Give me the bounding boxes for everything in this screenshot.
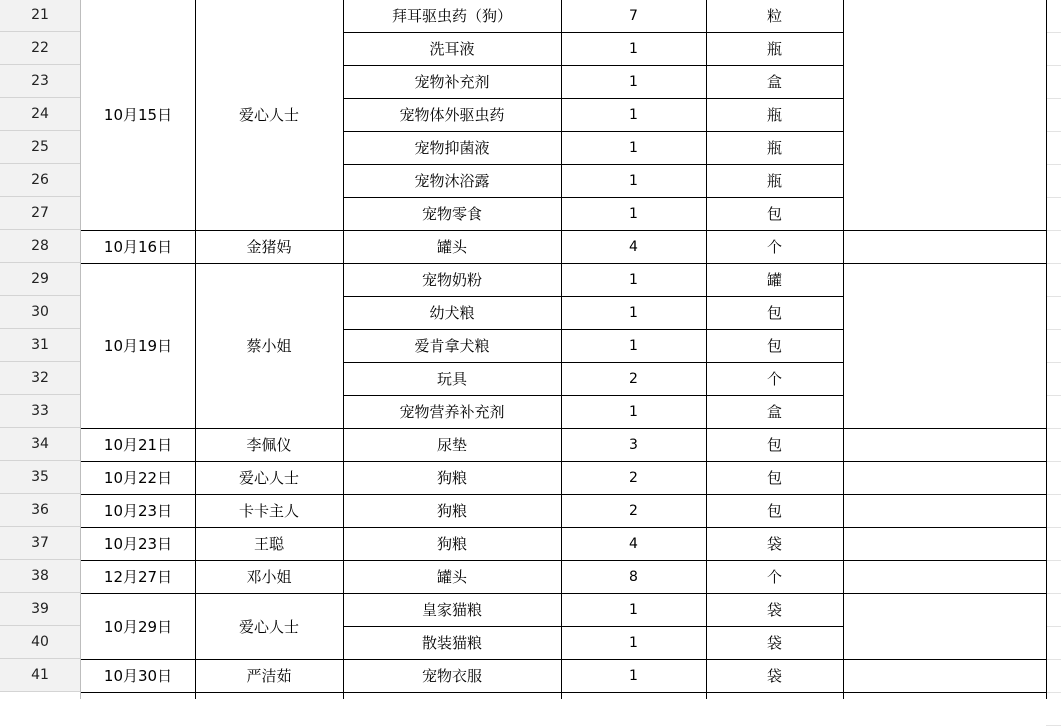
unit-cell[interactable]: 袋 <box>766 667 782 685</box>
item-cell[interactable]: 罐头 <box>436 568 467 586</box>
quantity-cell[interactable]: 4 <box>629 238 638 255</box>
unit-cell[interactable]: 盒 <box>766 403 782 421</box>
empty-cell[interactable] <box>843 428 1046 461</box>
column-border <box>1046 0 1047 699</box>
item-cell[interactable]: 宠物奶粉 <box>421 271 482 289</box>
cell-border <box>843 494 1046 495</box>
empty-cell[interactable] <box>843 164 1046 197</box>
date-cell[interactable]: 12月27日 <box>103 568 173 586</box>
row-header[interactable]: 36 <box>0 494 80 527</box>
row-header[interactable]: 28 <box>0 230 80 263</box>
quantity-cell[interactable]: 7 <box>629 7 638 24</box>
quantity-cell[interactable]: 1 <box>629 634 638 651</box>
row-header[interactable]: 33 <box>0 395 80 428</box>
empty-cell[interactable] <box>843 395 1046 428</box>
item-cell[interactable]: 皇家猫粮 <box>421 601 482 619</box>
row-header[interactable]: 29 <box>0 263 80 296</box>
empty-cell[interactable] <box>843 560 1046 593</box>
quantity-cell[interactable]: 1 <box>629 40 638 57</box>
gridline <box>1046 395 1061 396</box>
date-cell[interactable]: 10月22日 <box>103 469 173 487</box>
gridline <box>1046 626 1061 627</box>
cell-border <box>843 527 1046 528</box>
empty-cell[interactable] <box>843 230 1046 263</box>
cell-border <box>843 692 1046 693</box>
quantity-cell[interactable]: 1 <box>629 205 638 222</box>
empty-cell[interactable] <box>843 131 1046 164</box>
cell-border <box>843 461 1046 462</box>
quantity-cell[interactable]: 1 <box>629 172 638 189</box>
quantity-cell[interactable]: 1 <box>629 73 638 90</box>
column-border <box>343 0 344 699</box>
unit-cell[interactable]: 个 <box>766 238 782 256</box>
unit-cell[interactable]: 包 <box>766 337 782 355</box>
item-cell[interactable]: 拜耳驱虫药（狗） <box>391 7 512 25</box>
item-cell[interactable]: 散装猫粮 <box>421 634 482 652</box>
gridline <box>1046 527 1061 528</box>
gridline <box>1046 560 1061 561</box>
unit-cell[interactable]: 包 <box>766 469 782 487</box>
item-cell[interactable]: 狗粮 <box>436 502 467 520</box>
row-header[interactable]: 39 <box>0 593 80 626</box>
empty-cell[interactable] <box>843 593 1046 626</box>
gridline <box>1046 197 1061 198</box>
gridline <box>1046 329 1061 330</box>
column-border <box>843 0 844 699</box>
item-cell[interactable]: 宠物衣服 <box>421 667 482 685</box>
unit-cell[interactable]: 袋 <box>766 535 782 553</box>
unit-cell[interactable]: 瓶 <box>766 106 782 124</box>
cell-border <box>343 692 843 693</box>
empty-cell[interactable] <box>843 626 1046 659</box>
row-header[interactable]: 24 <box>0 98 80 131</box>
donor-cell[interactable]: 卡卡主人 <box>238 502 299 520</box>
quantity-cell[interactable]: 1 <box>629 304 638 321</box>
empty-cell[interactable] <box>843 659 1046 692</box>
item-cell[interactable]: 宠物沐浴露 <box>414 172 490 190</box>
cell-border <box>81 692 343 693</box>
empty-cell[interactable] <box>843 461 1046 494</box>
empty-cell[interactable] <box>843 494 1046 527</box>
quantity-cell[interactable]: 1 <box>629 271 638 288</box>
empty-cell[interactable] <box>843 527 1046 560</box>
item-cell[interactable]: 宠物体外驱虫药 <box>399 106 505 124</box>
empty-cell[interactable] <box>843 329 1046 362</box>
gridline <box>1046 659 1061 660</box>
quantity-cell[interactable]: 1 <box>629 403 638 420</box>
row-header[interactable]: 25 <box>0 131 80 164</box>
unit-cell[interactable]: 包 <box>766 436 782 454</box>
gridline <box>1046 593 1061 594</box>
unit-cell[interactable]: 瓶 <box>766 139 782 157</box>
empty-cell[interactable] <box>843 296 1046 329</box>
donor-cell[interactable]: 邓小姐 <box>246 568 292 586</box>
quantity-cell[interactable]: 1 <box>629 337 638 354</box>
row-header[interactable]: 41 <box>0 659 80 692</box>
cell-border <box>843 230 1046 231</box>
item-cell[interactable]: 罐头 <box>436 238 467 256</box>
empty-cell[interactable] <box>843 0 1046 32</box>
unit-cell[interactable]: 盒 <box>766 73 782 91</box>
date-cell[interactable]: 10月16日 <box>103 238 173 256</box>
item-cell[interactable]: 狗粮 <box>436 535 467 553</box>
item-cell[interactable]: 宠物零食 <box>421 205 482 223</box>
date-cell[interactable]: 10月30日 <box>103 667 173 685</box>
unit-cell[interactable]: 个 <box>766 568 782 586</box>
unit-cell[interactable]: 粒 <box>766 7 782 25</box>
gridline <box>1046 296 1061 297</box>
gridline <box>1046 428 1061 429</box>
gridline <box>1046 164 1061 165</box>
row-header[interactable]: 38 <box>0 560 80 593</box>
row-header[interactable]: 26 <box>0 164 80 197</box>
column-border <box>706 0 707 699</box>
unit-cell[interactable]: 袋 <box>766 634 782 652</box>
item-cell[interactable]: 宠物补充剂 <box>414 73 490 91</box>
row-header[interactable]: 31 <box>0 329 80 362</box>
gridline <box>1046 692 1061 693</box>
quantity-cell[interactable]: 1 <box>629 601 638 618</box>
item-cell[interactable]: 尿垫 <box>436 436 467 454</box>
donor-cell[interactable]: 王聪 <box>253 535 284 553</box>
empty-cell[interactable] <box>843 362 1046 395</box>
unit-cell[interactable]: 瓶 <box>766 40 782 58</box>
row-header[interactable]: 34 <box>0 428 80 461</box>
quantity-cell[interactable]: 8 <box>629 568 638 585</box>
quantity-cell[interactable]: 4 <box>629 535 638 552</box>
donor-cell[interactable]: 严洁茹 <box>246 667 292 685</box>
cell-border <box>843 593 1046 594</box>
donor-cell[interactable]: 李佩仪 <box>246 436 292 454</box>
row-header[interactable]: 40 <box>0 626 80 659</box>
empty-cell[interactable] <box>843 197 1046 230</box>
item-cell[interactable]: 幼犬粮 <box>429 304 475 322</box>
item-cell[interactable]: 狗粮 <box>436 469 467 487</box>
item-cell[interactable]: 宠物抑菌液 <box>414 139 490 157</box>
cell-border <box>843 560 1046 561</box>
date-cell[interactable]: 10月19日 <box>103 337 173 355</box>
row-header[interactable]: 35 <box>0 461 80 494</box>
quantity-cell[interactable]: 1 <box>629 667 638 684</box>
cell-border <box>843 428 1046 429</box>
gridline <box>1046 131 1061 132</box>
row-header[interactable]: 22 <box>0 32 80 65</box>
date-cell[interactable]: 10月21日 <box>103 436 173 454</box>
donor-cell[interactable]: 爱心人士 <box>238 469 299 487</box>
quantity-cell[interactable]: 3 <box>629 436 638 453</box>
gridline <box>1046 98 1061 99</box>
gridline <box>1046 32 1061 33</box>
donor-cell[interactable]: 蔡小姐 <box>246 337 292 355</box>
gridline <box>1046 461 1061 462</box>
unit-cell[interactable]: 包 <box>766 205 782 223</box>
row-header[interactable]: 23 <box>0 65 80 98</box>
cell-border <box>843 263 1046 264</box>
item-cell[interactable]: 宠物营养补充剂 <box>399 403 505 421</box>
unit-cell[interactable]: 瓶 <box>766 172 782 190</box>
empty-cell[interactable] <box>843 32 1046 65</box>
unit-cell[interactable]: 袋 <box>766 601 782 619</box>
empty-cell[interactable] <box>843 65 1046 98</box>
empty-cell[interactable] <box>843 263 1046 296</box>
gridline <box>1046 362 1061 363</box>
donor-cell[interactable]: 爱心人士 <box>238 106 299 124</box>
gridline <box>1046 263 1061 264</box>
row-header[interactable]: 21 <box>0 0 80 32</box>
quantity-cell[interactable]: 1 <box>629 106 638 123</box>
gridline <box>1046 230 1061 231</box>
unit-cell[interactable]: 个 <box>766 370 782 388</box>
column-border <box>195 0 196 699</box>
item-cell[interactable]: 玩具 <box>436 370 467 388</box>
quantity-cell[interactable]: 2 <box>629 469 638 486</box>
gridline <box>1046 494 1061 495</box>
empty-cell[interactable] <box>843 98 1046 131</box>
date-cell[interactable]: 10月23日 <box>103 502 173 520</box>
date-cell[interactable]: 10月23日 <box>103 535 173 553</box>
row-header[interactable]: 30 <box>0 296 80 329</box>
date-cell[interactable]: 10月15日 <box>103 106 173 124</box>
item-cell[interactable]: 洗耳液 <box>429 40 475 58</box>
donor-cell[interactable]: 金猪妈 <box>246 238 292 256</box>
row-header[interactable]: 37 <box>0 527 80 560</box>
quantity-cell[interactable]: 2 <box>629 370 638 387</box>
quantity-cell[interactable]: 1 <box>629 139 638 156</box>
unit-cell[interactable]: 包 <box>766 304 782 322</box>
row-header[interactable]: 27 <box>0 197 80 230</box>
column-border <box>561 0 562 699</box>
quantity-cell[interactable]: 2 <box>629 502 638 519</box>
gridline <box>1046 65 1061 66</box>
row-header[interactable]: 32 <box>0 362 80 395</box>
unit-cell[interactable]: 罐 <box>766 271 782 289</box>
cell-border <box>843 659 1046 660</box>
item-cell[interactable]: 爱肯拿犬粮 <box>414 337 490 355</box>
date-cell[interactable]: 10月29日 <box>103 617 173 636</box>
donor-cell[interactable]: 爱心人士 <box>238 617 299 636</box>
unit-cell[interactable]: 包 <box>766 502 782 520</box>
